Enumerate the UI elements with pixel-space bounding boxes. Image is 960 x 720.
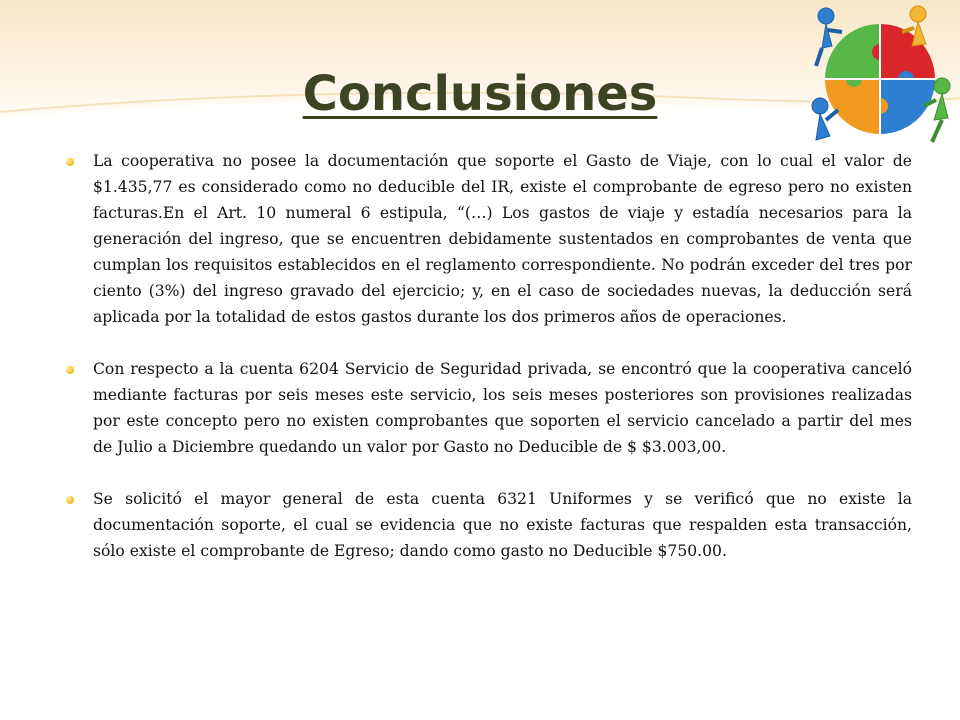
list-item [66, 148, 912, 330]
puzzle-team-icon [802, 2, 958, 152]
bullet-icon [66, 158, 74, 166]
slide-title: Conclusiones [302, 66, 658, 122]
list-item [66, 356, 912, 460]
bullet-icon [66, 366, 74, 374]
bullet-text: Se solicitó el mayor general de esta cuenta 6321 Uniformes y se verificó que no existe la documentación soporte, el cual se evidencia que no existe facturas que respalden esta transacción, sólo existe el comprobante de Egreso; dando como gasto no Deducible $750.00. [93, 490, 912, 560]
bullet-text: La cooperativa no posee la documentación que soporte el Gasto de Viaje, con lo cual el valor de $1.435,77 es considerado como no deducible del IR, existe el comprobante de egreso pero no existen facturas.En el Art. 10 numeral 6 estipula, “(…) Los gastos de viaje y estadía necesarios para la generación del ingreso, que se encuentren debidamente sustentados en comprobantes de venta que cumplan los requisitos establecidos en el reglamento correspondiente. No podrán exceder del tres por ciento (3%) del ingreso gravado del ejercicio; y, en el caso de sociedades nuevas, la deducción será aplicada por la totalidad de estos gastos durante los dos primeros años de operaciones. [93, 152, 912, 326]
bullet-icon [66, 496, 74, 504]
bullet-list [66, 148, 912, 590]
bullet-text: Con respecto a la cuenta 6204 Servicio de Seguridad privada, se encontró que la cooperativa canceló mediante facturas por seis meses este servicio, los seis meses posteriores son provisiones realizadas por este concepto pero no existen comprobantes que soporten el servicio cancelado a partir del mes de Julio a Diciembre quedando un valor por Gasto no Deducible de $ $3.003,00. [93, 360, 912, 456]
list-item [66, 486, 912, 564]
